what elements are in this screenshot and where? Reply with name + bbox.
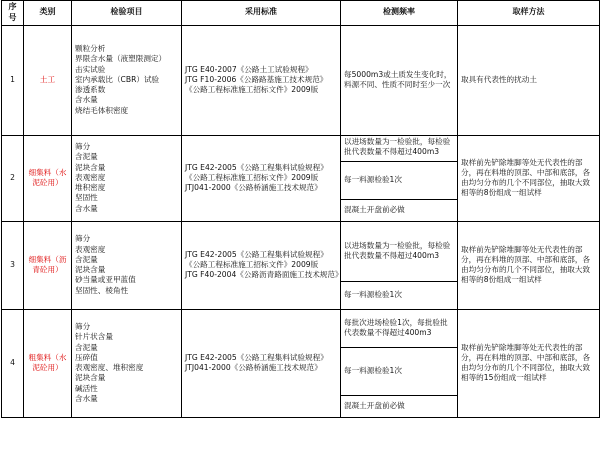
item: 颗粒分析: [75, 44, 106, 54]
item: 坚固性: [75, 193, 98, 203]
header-method: 取样方法: [458, 1, 600, 26]
item: 表观密度: [75, 244, 106, 254]
row-frequency: 以进场数量为一检验批，每检验批代表数量不得超过400m3: [341, 135, 458, 161]
item: 含水量: [75, 203, 98, 213]
item: 表观密度、堆积密度: [75, 363, 144, 373]
item: 含泥量: [75, 152, 98, 162]
item: 堆积密度: [75, 183, 106, 193]
row-items: [72, 221, 182, 309]
standard: 《公路工程标准施工招标文件》2009版: [185, 85, 319, 95]
item: 针片状含量: [75, 332, 113, 342]
inspection-table: [1, 0, 600, 418]
item: 筛分: [75, 234, 91, 244]
row-frequency: 混凝土开盘前必做: [341, 395, 458, 417]
row-number: 3: [2, 221, 24, 309]
row-items: [72, 309, 182, 417]
row-method: 取样前先铲除堆脚等处无代表性的部分，再在料堆的顶部、中部和底部，各由均匀分布的几个不同部位，抽取大致相等的8份组成一组试样: [458, 221, 600, 309]
row-standards: [182, 135, 341, 221]
standard: JTG E42-2005《公路工程集料试验规程》: [185, 249, 328, 259]
standard: JTJ041-2000《公路桥涵施工技术规范》: [185, 183, 322, 193]
standard: JTJ041-2000《公路桥涵施工技术规范》: [185, 363, 322, 373]
standard: JTG E42-2005《公路工程集料试验规程》: [185, 352, 328, 362]
row-category: 粗集料（水泥砼用）: [24, 309, 72, 417]
table-row: [2, 221, 600, 281]
header-standard: 采用标准: [182, 1, 341, 26]
row-category: 细集料（水泥砼用）: [24, 135, 72, 221]
standard: 《公路工程标准施工招标文件》2009版: [185, 172, 319, 182]
row-frequency: 每批次进场检验1次，每批验批代表数量不得超过400m3: [341, 309, 458, 347]
item: 界限含水量（液塑限测定）: [75, 54, 167, 64]
item: 碱活性: [75, 383, 98, 393]
item: 含泥量: [75, 342, 98, 352]
item: 含泥量: [75, 254, 98, 264]
header-frequency: 检测频率: [341, 1, 458, 26]
item: 击实试验: [75, 64, 106, 74]
row-method: 取样前先铲除堆脚等处无代表性的部分，再在料堆的顶部、中部和底部，各由均匀分布的几个不同部位，抽取大致相等的15份组成一组试样: [458, 309, 600, 417]
item: 含水量: [75, 95, 98, 105]
row-frequency: 每5000m3或土质发生变化时，料源不同、性质不同时至少一次: [341, 25, 458, 135]
item: 筛分: [75, 322, 91, 332]
row-method: 取具有代表性的扰动土: [458, 25, 600, 135]
row-standards: [182, 221, 341, 309]
row-standards: [182, 25, 341, 135]
standard: JTG F10-2006《公路路基施工技术规范》: [185, 74, 328, 84]
row-frequency: 每一料源检验1次: [341, 347, 458, 395]
row-method: 取样前先铲除堆脚等处无代表性的部分，再在料堆的顶部、中部和底部，各由均匀分布的几个不同部位，抽取大致相等的8份组成一组试样: [458, 135, 600, 221]
item: 含水量: [75, 393, 98, 403]
item: 砂当量或亚甲蓝值: [75, 275, 136, 285]
item: 表观密度: [75, 172, 106, 182]
standard: JTG F40-2004《公路沥青路面施工技术规范》: [185, 270, 343, 280]
row-frequency: 每一料源检验1次: [341, 161, 458, 199]
item: 筛分: [75, 142, 91, 152]
table-row: [2, 25, 600, 135]
item: 坚固性、棱角性: [75, 285, 129, 295]
header-items: 检验项目: [72, 1, 182, 26]
table-row: [2, 309, 600, 347]
item: 泥块含量: [75, 373, 106, 383]
standard: JTG E42-2005《公路工程集料试验规程》: [185, 162, 328, 172]
row-frequency: 混凝土开盘前必做: [341, 199, 458, 221]
item: 烧结毛体积密度: [75, 105, 129, 115]
table-row: [2, 135, 600, 161]
row-category: 细集料（沥青砼用）: [24, 221, 72, 309]
item: 渗透系数: [75, 85, 106, 95]
row-items: [72, 135, 182, 221]
header-row: [2, 1, 600, 26]
row-frequency: 以进场数量为一检验批，每检验批代表数量不得超过400m3: [341, 221, 458, 281]
row-frequency: 每一料源检验1次: [341, 281, 458, 309]
standard: JTG E40-2007《公路土工试验规程》: [185, 64, 313, 74]
header-category: 类别: [24, 1, 72, 26]
row-number: 4: [2, 309, 24, 417]
item: 室内承载比（CBR）试验: [75, 74, 160, 84]
item: 泥块含量: [75, 265, 106, 275]
item: 压碎值: [75, 352, 98, 362]
item: 泥块含量: [75, 162, 106, 172]
row-category: 土工: [24, 25, 72, 135]
row-number: 1: [2, 25, 24, 135]
header-no: 序号: [2, 1, 24, 26]
row-number: 2: [2, 135, 24, 221]
standard: 《公路工程标准施工招标文件》2009版: [185, 259, 319, 269]
row-standards: [182, 309, 341, 417]
row-items: [72, 25, 182, 135]
